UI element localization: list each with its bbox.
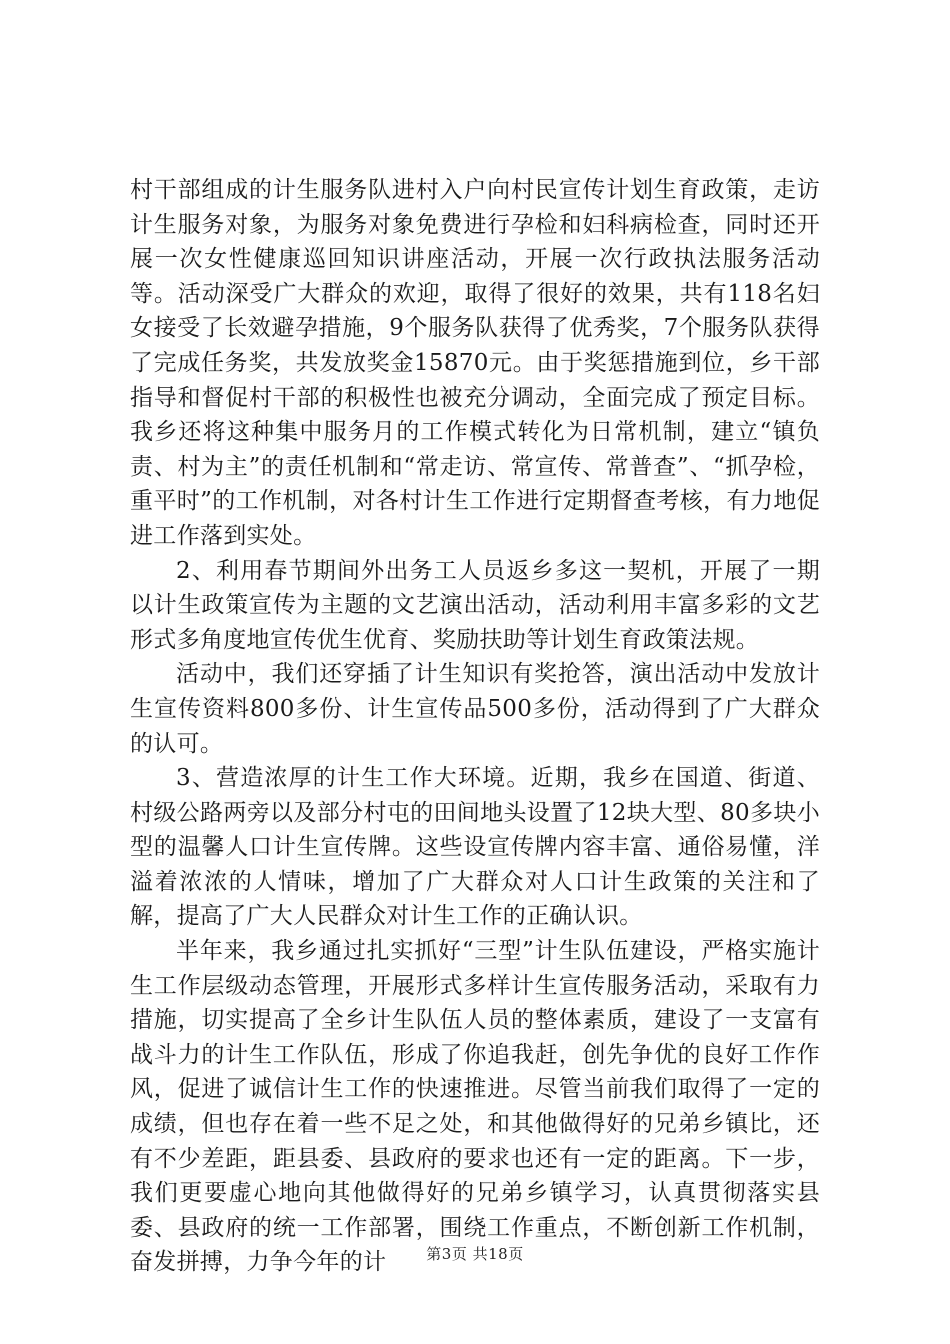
paragraph-3: 活动中，我们还穿插了计生知识有奖抢答，演出活动中发放计生宣传资料800多份、计生宣传品500多份，活动得到了广大群众的认可。 (130, 661, 820, 757)
paragraph-1: 村干部组成的计生服务队进村入户向村民宣传计划生育政策，走访计生服务对象，为服务对象免费进行孕检和妇科病检查，同时还开展一次女性健康巡回知识讲座活动，开展一次行政执法服务活动等。活动深受广大群众的欢迎，取得了很好的效果，共有118名妇女接受了长效避孕措施，9个服务队获得了优秀奖，7个服务队获得了完成任务奖，共发放奖金15870元。由于奖惩措施到位，乡干部指导和督促村干部的积极性也被充分调动，全面完成了预定目标。我乡还将这种集中服务月的工作模式转化为日常机制，建立“镇负责、村为主”的责任机制和“常走访、常宣传、常普查”、“抓孕检，重平时”的工作机制，对各村计生工作进行定期督查考核，有力地促进工作落到实处。 (130, 177, 820, 549)
paragraph-4: 3、营造浓厚的计生工作大环境。近期，我乡在国道、街道、村级公路两旁以及部分村屯的田间地头设置了12块大型、80多块小型的温馨人口计生宣传牌。这些设宣传牌内容丰富、通俗易懂，洋溢着浓浓的人情味，增加了广大群众对人口计生政策的关注和了解，提高了广大人民群众对计生工作的正确认识。 (130, 765, 820, 930)
paragraph-2: 2、利用春节期间外出务工人员返乡多这一契机，开展了一期以计生政策宣传为主题的文艺演出活动，活动利用丰富多彩的文艺形式多角度地宣传优生优育、奖励扶助等计划生育政策法规。 (130, 557, 820, 653)
paragraph-5: 半年来，我乡通过扎实抓好“三型”计生队伍建设，严格实施计生工作层级动态管理，开展形式多样计生宣传服务活动，采取有力措施，切实提高了全乡计生队伍人员的整体素质，建设了一支富有战斗力的计生工作队伍，形成了你追我赶，创先争优的良好工作作风，促进了诚信计生工作的快速推进。尽管当前我们取得了一定的成绩，但也存在着一些不足之处，和其他做得好的兄弟乡镇比，还有不少差距，距县委、县政府的要求也还有一定的距离。下一步，我们更要虚心地向其他做得好的兄弟乡镇学习，认真贯彻落实县委、县政府的统一工作部署，围绕工作重点，不断创新工作机制，奋发拼搏，力争今年的计 (130, 938, 820, 1276)
document-body (130, 173, 820, 1280)
page-number-footer: 第3页 共18页 (426, 1245, 524, 1263)
